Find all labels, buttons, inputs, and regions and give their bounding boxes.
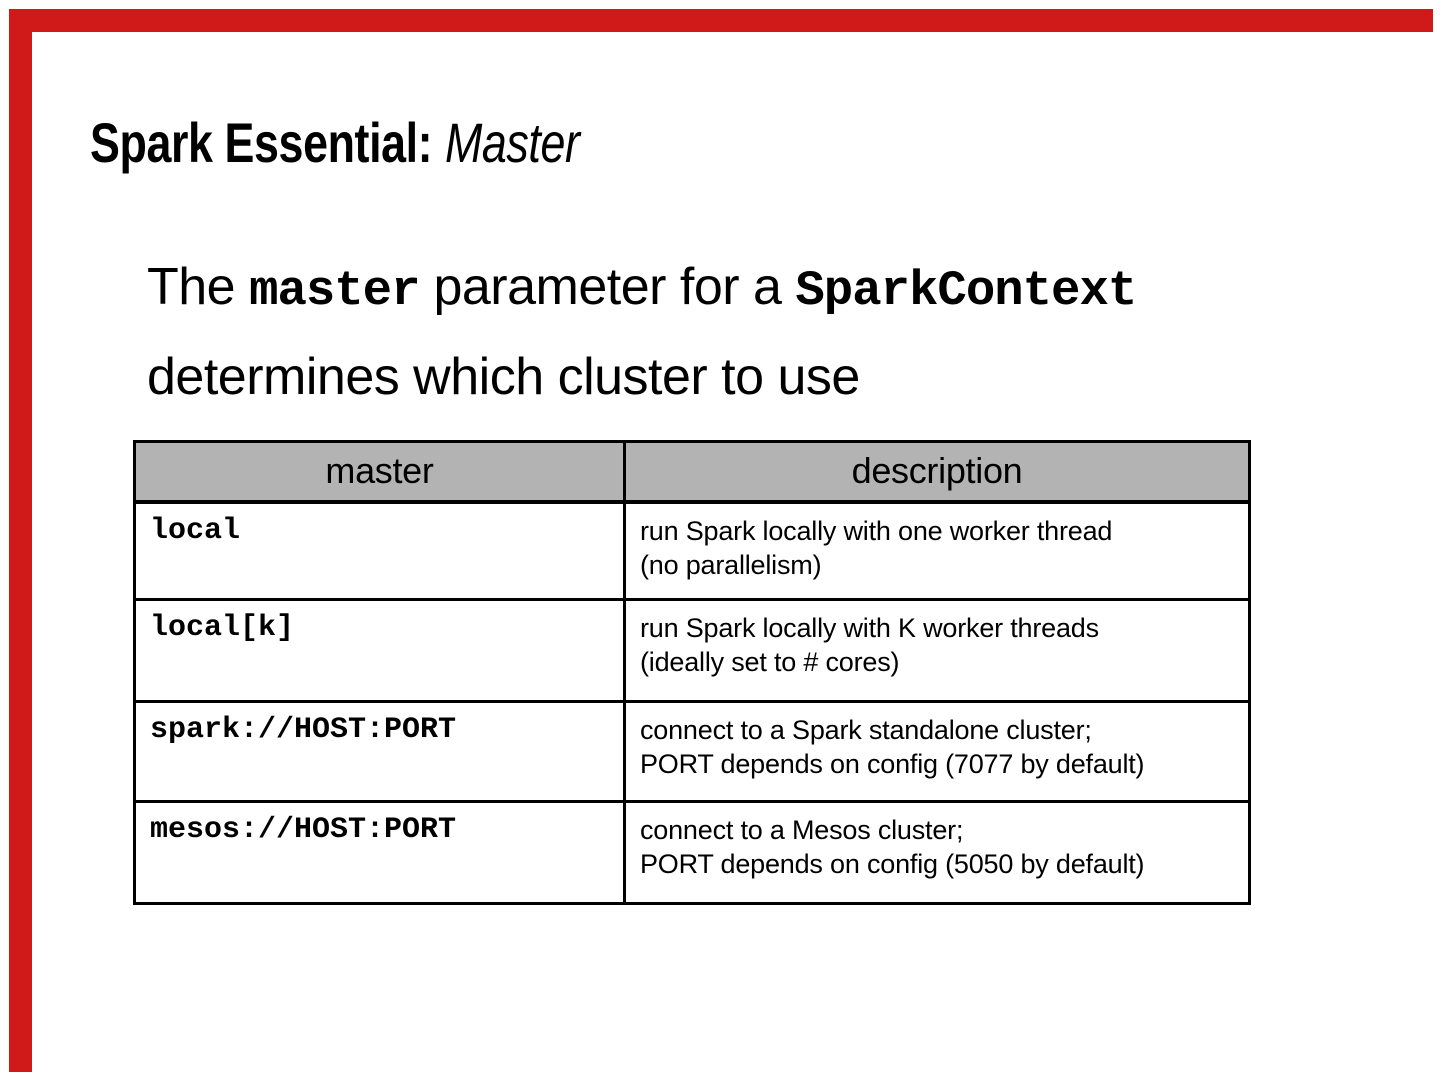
description-line: (ideally set to # cores) [640, 647, 900, 677]
description-line: run Spark locally with K worker threads [640, 613, 1099, 643]
description-cell [625, 600, 1250, 702]
description-cell [625, 802, 1250, 904]
description-line: run Spark locally with one worker thread [640, 515, 1113, 546]
column-header-master: master [135, 442, 625, 502]
body-text-run: The [147, 258, 250, 316]
page-title-italic: Master [445, 111, 580, 174]
master-cell: local[k] [135, 600, 625, 702]
page-title [90, 110, 580, 175]
accent-bar-left [9, 9, 32, 1072]
table-row [135, 802, 1250, 904]
body-line-2: determines which cluster to use [147, 348, 860, 406]
body-paragraph [147, 244, 1136, 420]
master-cell: mesos://HOST:PORT [135, 802, 625, 904]
description-line: connect to a Spark standalone cluster; [640, 715, 1092, 745]
accent-bar-top [9, 9, 1433, 32]
page-title-bold: Spark Essential: [90, 111, 433, 174]
master-cell: local [135, 502, 625, 600]
body-line-1 [147, 244, 1136, 334]
description-cell [625, 702, 1250, 802]
body-code-master: master [249, 263, 420, 319]
column-header-description: description [625, 442, 1250, 502]
table-header-row [135, 442, 1250, 502]
body-text-run: parameter for a [419, 258, 796, 316]
table-row [135, 600, 1250, 702]
master-description-table [133, 440, 1251, 905]
description-line: connect to a Mesos cluster; [640, 815, 964, 845]
master-cell: spark://HOST:PORT [135, 702, 625, 802]
body-code-sparkcontext: SparkContext [795, 263, 1137, 319]
table-row [135, 502, 1250, 600]
description-line: (no parallelism) [640, 549, 822, 580]
description-line: PORT depends on config (5050 by default) [640, 849, 1145, 879]
description-cell [625, 502, 1250, 600]
table-row [135, 702, 1250, 802]
description-line: PORT depends on config (7077 by default) [640, 749, 1145, 779]
